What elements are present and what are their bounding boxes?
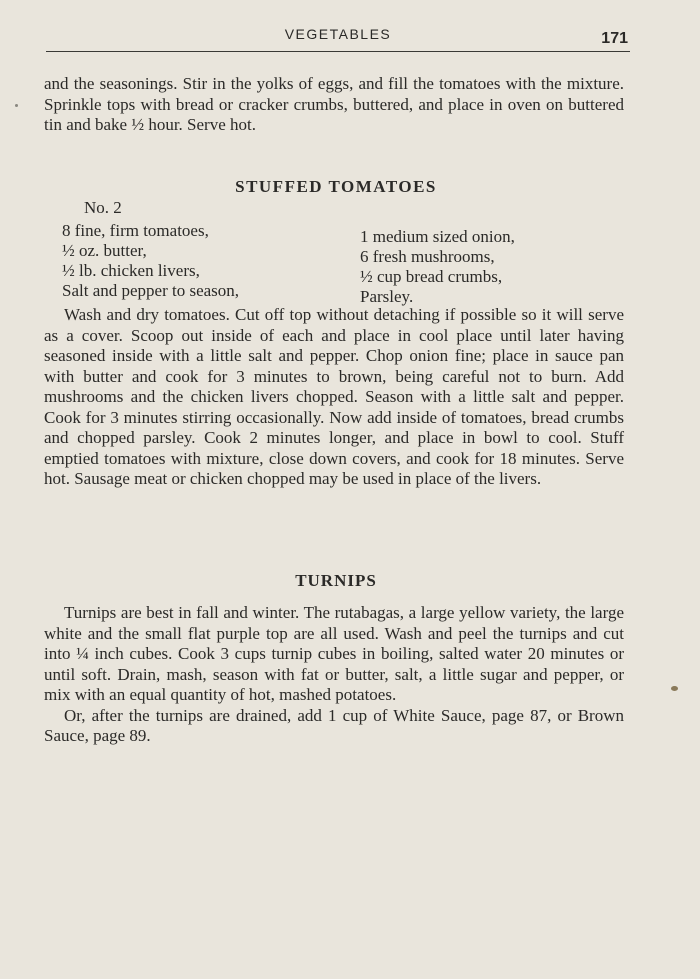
page-number: 171 — [601, 30, 628, 47]
ingredient: ½ oz. butter, — [62, 241, 147, 260]
ingredient: ½ lb. chicken livers, — [62, 261, 200, 280]
stuffed-tomatoes-method — [44, 305, 624, 490]
page-header — [46, 24, 630, 54]
paper-speck — [15, 104, 18, 107]
ingredient: 6 fresh mushrooms, — [360, 247, 495, 266]
ingredient: Salt and pepper to season, — [62, 281, 240, 300]
turnips-section — [44, 603, 624, 747]
ingredients-left — [62, 221, 342, 301]
intro-text: and the seasonings. Stir in the yolks of eggs, and fill the tomatoes with the mixture. Sprinkle tops with bread or cracker crumbs, buttered, and place in oven on buttered tin and bake ½ hour. Serve hot. — [44, 74, 624, 134]
ingredient: 1 medium sized onion, — [360, 227, 515, 246]
stuffed-tomatoes-heading: STUFFED TOMATOES — [235, 177, 437, 196]
running-head: VEGETABLES — [284, 26, 392, 42]
ingredient: Parsley. — [360, 287, 414, 306]
ingredient: ½ cup bread crumbs, — [360, 267, 503, 286]
recipe-number: No. 2 — [84, 198, 122, 217]
ingredient: 8 fine, firm tomatoes, — [62, 221, 209, 240]
intro-paragraph — [44, 74, 624, 136]
turnips-heading: TURNIPS — [295, 571, 377, 590]
paper-stain — [671, 686, 678, 691]
header-rule — [46, 51, 630, 52]
turnips-paragraph-1: Turnips are best in fall and winter. The rutabagas, a large yellow variety, the large white and the small flat purple top are all used. Wash and peel the turnips and cut into ¼ inch cubes. Cook 3 cups turnip cubes in boiling, salted water 20 minutes or until soft. Drain, mash, season with fat or butter, salt, a little sugar and pepper, or mix with an equal quantity of hot, mashed potatoes. — [44, 603, 624, 704]
method-text: Wash and dry tomatoes. Cut off top without detaching if possible so it will serve as a cover. Scoop out inside of each and place in cool place until later having seasoned inside with a little salt and pepper. Chop onion fine; place in sauce pan with butter and cook for 3 minutes to brown, being careful not to burn. Add mushrooms and the chicken livers chopped. Season with a little salt and pepper. Cook for 3 minutes stirring occasionally. Now add inside of tomatoes, bread crumbs and chopped parsley. Cook 2 minutes longer, and place in bowl to cool. Stuff emptied tomatoes with mixture, close down covers, and cook for 18 minutes. Serve hot. Sausage meat or chicken chopped may be used in place of the livers. — [44, 305, 624, 488]
turnips-paragraph-2: Or, after the turnips are drained, add 1 cup of White Sauce, page 87, or Brown Sauce, page 89. — [44, 705, 624, 745]
ingredients-right — [360, 227, 610, 307]
